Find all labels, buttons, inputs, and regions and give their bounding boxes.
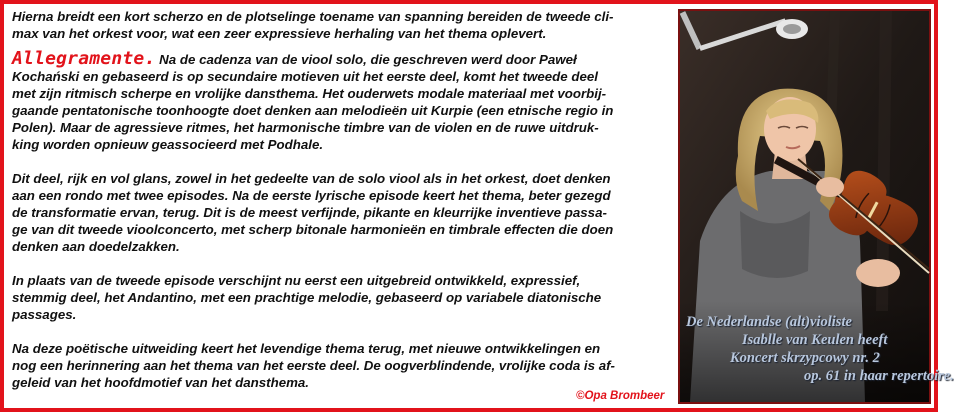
caption-line: Koncert skrzypcowy nr. 2: [730, 350, 880, 366]
article-text: [12, 8, 678, 408]
violinist-photo: [678, 9, 954, 404]
intro-paragraph: Hierna breidt een kort scherzo en de plotselinge toename van spanning bereiden de tweede cli- max van het orkest voor, wat een zeer expressieve herhaling van het thema oplevert.: [12, 9, 614, 41]
caption-line: op. 61 in haar repertoire.: [804, 368, 954, 384]
rondo-paragraph: Dit deel, rijk en vol glans, zowel in het gedeelte van de solo viool als in het orkest, doet denken aan een rondo met twee episodes. Na de eerste lyrische episode keert het thema, beter gezegd de transformatie ervan, terug. Dit is de meest verfijnde, pikante en kleurrijke inventieve passa- ge van dit tweede vioolconcerto, met scherp bitonale harmonieën en timbrale effecten die doen denken aan doedelzakken.: [12, 171, 614, 254]
allegramente-paragraph-text: Na de cadenza van de viool solo, die geschreven werd door Paweł Kochański en gebaseerd is op secundaire motieven uit het eerste deel, komt het tweede deel met zijn ritmisch scherpe en vrolijke dansthema. Het ouderwets modale materiaal met voorbij- gaande pentatonische toonhoogte doet denken aan melodieën uit Kurpie (een etnische regio in Polen). Maar de agressieve ritmes, het harmonische timbre van de violen en de ruwe uitdruk- king worden opnieuw geassocieerd met Podhale.: [12, 52, 614, 152]
section-heading: Allegramente.: [12, 48, 156, 69]
author-credit: ©Opa Brombeer: [576, 390, 665, 402]
caption-line: Isablle van Keulen heeft: [742, 332, 888, 348]
coda-paragraph: Na deze poëtische uitweiding keert het levendige thema terug, met nieuwe ontwikkelingen en nog een herinnering aan het thema van het eerste deel. De oogverblindende, vrolijke coda is af- geleid van het hoofdmotief van het dansthema.: [12, 341, 615, 390]
photo-caption: [684, 313, 954, 385]
allegramente-paragraph: [12, 50, 678, 153]
caption-line: De Nederlandse (alt)violiste: [686, 314, 852, 330]
andantino-paragraph: In plaats van de tweede episode verschijnt nu eerst een uitgebreid ontwikkeld, expressief, stemmig deel, het Andantino, met een prachtige melodie, gebaseerd op variabele diatonische passages.: [12, 273, 602, 322]
